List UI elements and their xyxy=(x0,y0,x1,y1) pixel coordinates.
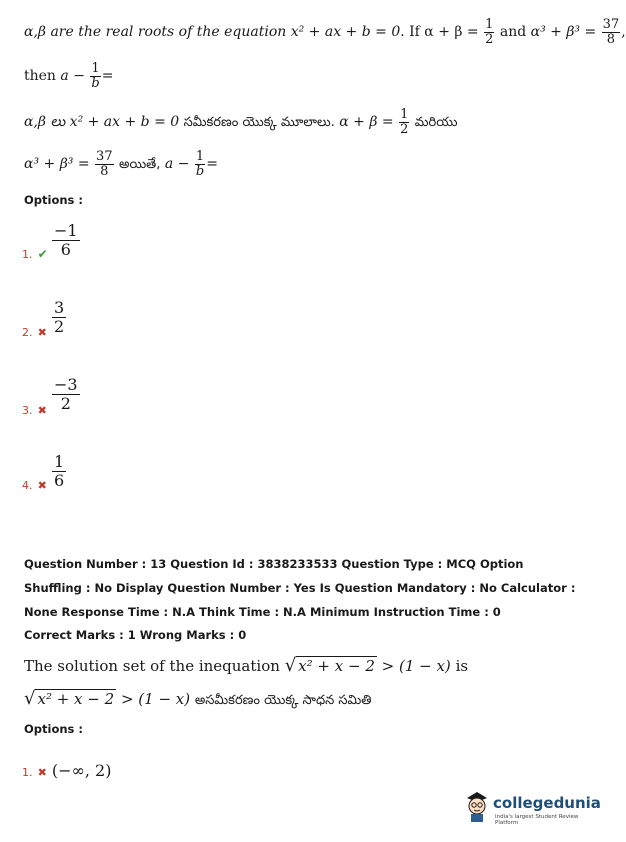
q12-and-text: and xyxy=(499,24,527,41)
q12-telugu-line2: α³ + β³ = $\frac{37}{8}$ అయితే, a − $\frac{1}{b}$ = xyxy=(24,149,218,179)
q12-te-cube: α³ + β³ = xyxy=(24,156,90,173)
logo-tagline: India's largest Student Review Platform xyxy=(495,814,579,826)
q13-te-rhs: > (1 − x) xyxy=(120,690,191,708)
option-1-fraction: $\frac{-1}{6}$ xyxy=(54,221,78,260)
q13-suffix-text: is xyxy=(455,657,469,675)
q12-te-cube-fraction: $\frac{37}{8}$ xyxy=(96,149,113,179)
q12-cube-fraction: $\frac{37}{8}$ xyxy=(602,17,620,47)
q12-then-text: then xyxy=(24,68,56,85)
option-3-fraction: $\frac{-3}{2}$ xyxy=(54,375,78,414)
q13-prefix-text: The solution set of the inequation xyxy=(24,657,280,675)
q12-target-expr: a − xyxy=(60,68,85,85)
q12-equation: x² + ax + b = 0 xyxy=(290,24,401,41)
option-2-fraction: $\frac{3}{2}$ xyxy=(54,298,65,337)
q12-te-roots: α,β లు xyxy=(24,114,66,131)
q13-radicand: x² + x − 2 xyxy=(298,657,375,675)
q12-telugu-line1 xyxy=(24,108,457,136)
q12-cube-expr: α³ + β³ = xyxy=(530,24,597,41)
q12-te-equation: x² + ax + b = 0 xyxy=(69,114,180,131)
q12-target-fraction: $\frac{1}{b}$ xyxy=(91,61,100,91)
q13-option-1-number: 1. xyxy=(22,766,33,779)
option-2-number: 2. xyxy=(22,326,33,339)
cross-icon: ✖ xyxy=(37,479,47,492)
q12-english-line2: then a − $\frac{1}{b}$ = xyxy=(24,61,114,91)
q12-te-target: a − xyxy=(164,156,190,173)
option-1[interactable] xyxy=(22,243,48,262)
option-3[interactable] xyxy=(22,399,47,418)
q12-english-line1: α,β are the real roots of the equation x² + ax + b = 0. If α + β = $\frac{1}{2}$ and α³ + β³ = $\frac{37}{8}$ , xyxy=(24,17,626,47)
q13-marks: Correct Marks : 1 Wrong Marks : 0 xyxy=(24,628,247,642)
option-3-number: 3. xyxy=(22,404,33,417)
q12-te-and: మరియు xyxy=(414,115,458,131)
q12-intro-text: α,β are the real roots of the equation xyxy=(24,24,287,41)
q12-if-text: . If α + β = xyxy=(400,24,479,41)
option-1-number: 1. xyxy=(22,248,33,261)
option-4-number: 4. xyxy=(22,479,33,492)
option-2[interactable] xyxy=(22,321,47,340)
q13-te-suffix: అసమీకరణం యొక్క సాధన సమితి xyxy=(194,693,372,708)
q12-te-sum: α + β = xyxy=(339,114,394,131)
mascot-icon xyxy=(463,788,491,822)
q12-te-ayite: అయితే, xyxy=(119,157,161,173)
cross-icon: ✖ xyxy=(37,766,47,779)
q12-te-sum-fraction: $\frac{1}{2}$ xyxy=(400,107,409,137)
collegedunia-logo xyxy=(463,788,601,828)
q13-telugu-line: √ x² + x − 2 > (1 − x) అసమీకరణం యొక్క సాధన సమితి xyxy=(24,688,372,709)
q13-options-label: Options : xyxy=(24,722,83,736)
check-icon: ✔ xyxy=(37,247,48,261)
option-4[interactable] xyxy=(22,474,47,493)
q13-option-1-text: (−∞, 2) xyxy=(51,761,112,780)
q13-english-line: The solution set of the inequation √ x² + x − 2 > (1 − x) is xyxy=(24,655,469,676)
options-label: Options : xyxy=(24,193,83,207)
q13-rhs: > (1 − x) xyxy=(381,657,451,675)
option-4-fraction: $\frac{1}{6}$ xyxy=(54,452,65,491)
q12-sum-fraction: $\frac{1}{2}$ xyxy=(485,17,494,47)
q13-te-radicand: x² + x − 2 xyxy=(37,690,115,708)
q12-te-target-fraction: $\frac{1}{b}$ xyxy=(195,149,205,179)
q13-option-1[interactable] xyxy=(22,761,111,780)
q12-te-text: సమీకరణం యొక్క మూలాలు. xyxy=(183,115,335,131)
cross-icon: ✖ xyxy=(37,404,47,417)
logo-wordmark: collegedunia xyxy=(493,794,601,812)
q13-metadata: Question Number : 13 Question Id : 3838233533 Question Type : MCQ Option Shuffling : No Display Question Number : Yes Is Question Mandatory : No Calculator : None Response Time : N.A Think Time : N.A Minimum Instruction Time : 0 xyxy=(24,557,576,619)
cross-icon: ✖ xyxy=(37,326,47,339)
